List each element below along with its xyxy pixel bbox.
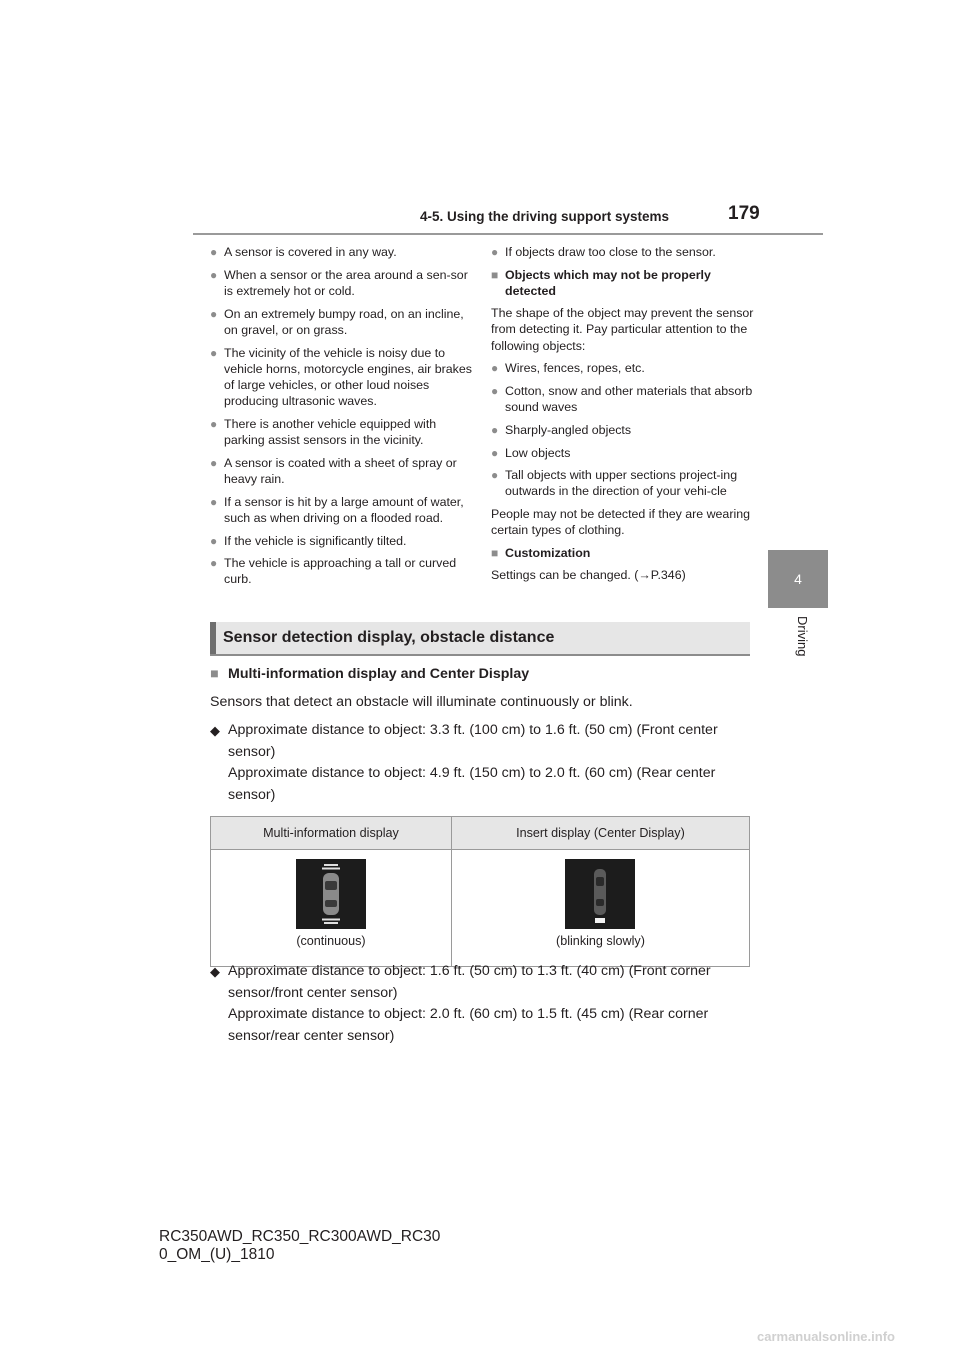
- bullet-icon: ●: [491, 245, 499, 259]
- list-item: ● On an extremely bumpy road, on an incline, on gravel, or on grass.: [210, 306, 464, 337]
- list-item: ◆ Approximate distance to object: 3.3 ft. (100 cm) to 1.6 ft. (50 cm) (Front center sensor) Approximate distance to object: 4.9 ft. (150 cm) to 2.0 ft. (60 cm) (Rear center sensor): [210, 722, 718, 803]
- list-item: ● Wires, fences, ropes, etc.: [491, 361, 645, 376]
- image-caption: (continuous): [296, 934, 366, 948]
- table-header: Insert display (Center Display): [451, 817, 749, 850]
- watermark-text: carmanualsonline.info: [757, 1329, 895, 1344]
- square-bullet-icon: ■: [491, 546, 499, 561]
- bullet-icon: ●: [491, 468, 499, 483]
- bullet-icon: ●: [491, 422, 499, 437]
- list-item: ● Sharply-angled objects: [491, 422, 632, 437]
- chapter-label-box: [768, 612, 828, 672]
- list-item: ● The vicinity of the vehicle is noisy due to vehicle horns, motorcycle engines, air brakes of large vehicles, or other loud noises producing ultrasonic waves.: [210, 345, 472, 409]
- bullet-icon: ●: [491, 361, 499, 376]
- right-column: [491, 244, 756, 590]
- table-header: Multi-information display: [211, 817, 452, 850]
- objects-intro: The shape of the object may prevent the sensor from detecting it. Pay particular attention to the following objects:: [491, 306, 754, 353]
- diamond-bullet-icon: ◆: [210, 723, 220, 738]
- header-divider: [193, 233, 823, 235]
- list-item: ● If the vehicle is significantly tilted.: [210, 533, 407, 548]
- bullet-icon: ●: [210, 556, 218, 571]
- subheading-block: [210, 664, 755, 686]
- table-cell: [211, 850, 452, 967]
- bullet-icon: ●: [210, 245, 218, 259]
- bullet-icon: ●: [210, 345, 218, 360]
- table-cell: [451, 850, 749, 967]
- list-item: ◆ Approximate distance to object: 1.6 ft. (50 cm) to 1.3 ft. (40 cm) (Front corner sensor/front center sensor) Approximate distance to object: 2.0 ft. (60 cm) to 1.5 ft. (45 cm) (Rear corner sensor/rear center sensor): [210, 963, 711, 1044]
- customization-text: Settings can be changed. (→P.346): [491, 568, 686, 583]
- center-display-image: [565, 859, 635, 929]
- footer-code: RC350AWD_RC350_RC300AWD_RC30 0_OM_(U)_1810: [159, 1228, 441, 1263]
- square-bullet-icon: ■: [210, 666, 219, 682]
- list-item: ● There is another vehicle equipped with parking assist sensors in the vicinity.: [210, 416, 437, 448]
- list-item: ● Cotton, snow and other materials that absorb sound waves: [491, 383, 753, 415]
- chapter-tab: 4: [768, 550, 828, 608]
- list-item: ● Tall objects with upper sections project-ing outwards in the direction of your vehi-cle: [491, 468, 738, 499]
- list-item: ● The vehicle is approaching a tall or curved curb.: [210, 556, 457, 587]
- bullet-icon: ●: [210, 455, 218, 470]
- list-item: ● When a sensor or the area around a sen-sor is extremely hot or cold.: [210, 267, 468, 298]
- car-top-view-icon: [296, 859, 366, 929]
- bullet-icon: ●: [210, 533, 218, 548]
- car-top-view-icon: [565, 859, 635, 929]
- section-header: 4-5. Using the driving support systems: [420, 209, 670, 224]
- diamond-bullet-icon: ◆: [210, 964, 220, 979]
- list-item: ● A sensor is coated with a sheet of spray or heavy rain.: [210, 455, 457, 486]
- range-block-1: [210, 720, 755, 806]
- multi-information-display-image: [296, 859, 366, 929]
- bullet-icon: ●: [491, 383, 499, 398]
- customization-heading: ■ Customization: [491, 546, 591, 561]
- bullet-icon: ●: [210, 267, 218, 282]
- square-bullet-icon: ■: [491, 267, 499, 282]
- bullet-icon: ●: [210, 494, 218, 509]
- subheading: ■ Multi-information display and Center Display: [210, 664, 755, 686]
- chapter-label: Driving: [795, 616, 810, 657]
- page-number: 179: [728, 203, 760, 224]
- section-accent: [210, 622, 216, 654]
- section-title: Sensor detection display, obstacle distance: [223, 629, 555, 646]
- bullet-icon: ●: [491, 445, 499, 460]
- display-table: [210, 816, 750, 967]
- objects-heading: ■ Objects which may not be properly detected: [491, 267, 711, 298]
- bullet-icon: ●: [210, 416, 218, 431]
- list-item: ● Low objects: [491, 445, 571, 460]
- image-caption: (blinking slowly): [556, 934, 645, 948]
- list-item: ● A sensor is covered in any way.: [210, 245, 397, 259]
- list-item: ● If objects draw too close to the sensor.: [491, 245, 716, 259]
- clothing-note: People may not be detected if they are wearing certain types of clothing.: [491, 507, 750, 538]
- range-block-2: [210, 961, 755, 1047]
- list-item: ● If a sensor is hit by a large amount of water, such as when driving on a flooded road.: [210, 494, 464, 525]
- intro-text: Sensors that detect an obstacle will illuminate continuously or blink.: [210, 694, 633, 710]
- section-title-bar: [210, 622, 750, 656]
- left-column: [210, 244, 475, 594]
- bullet-icon: ●: [210, 306, 218, 321]
